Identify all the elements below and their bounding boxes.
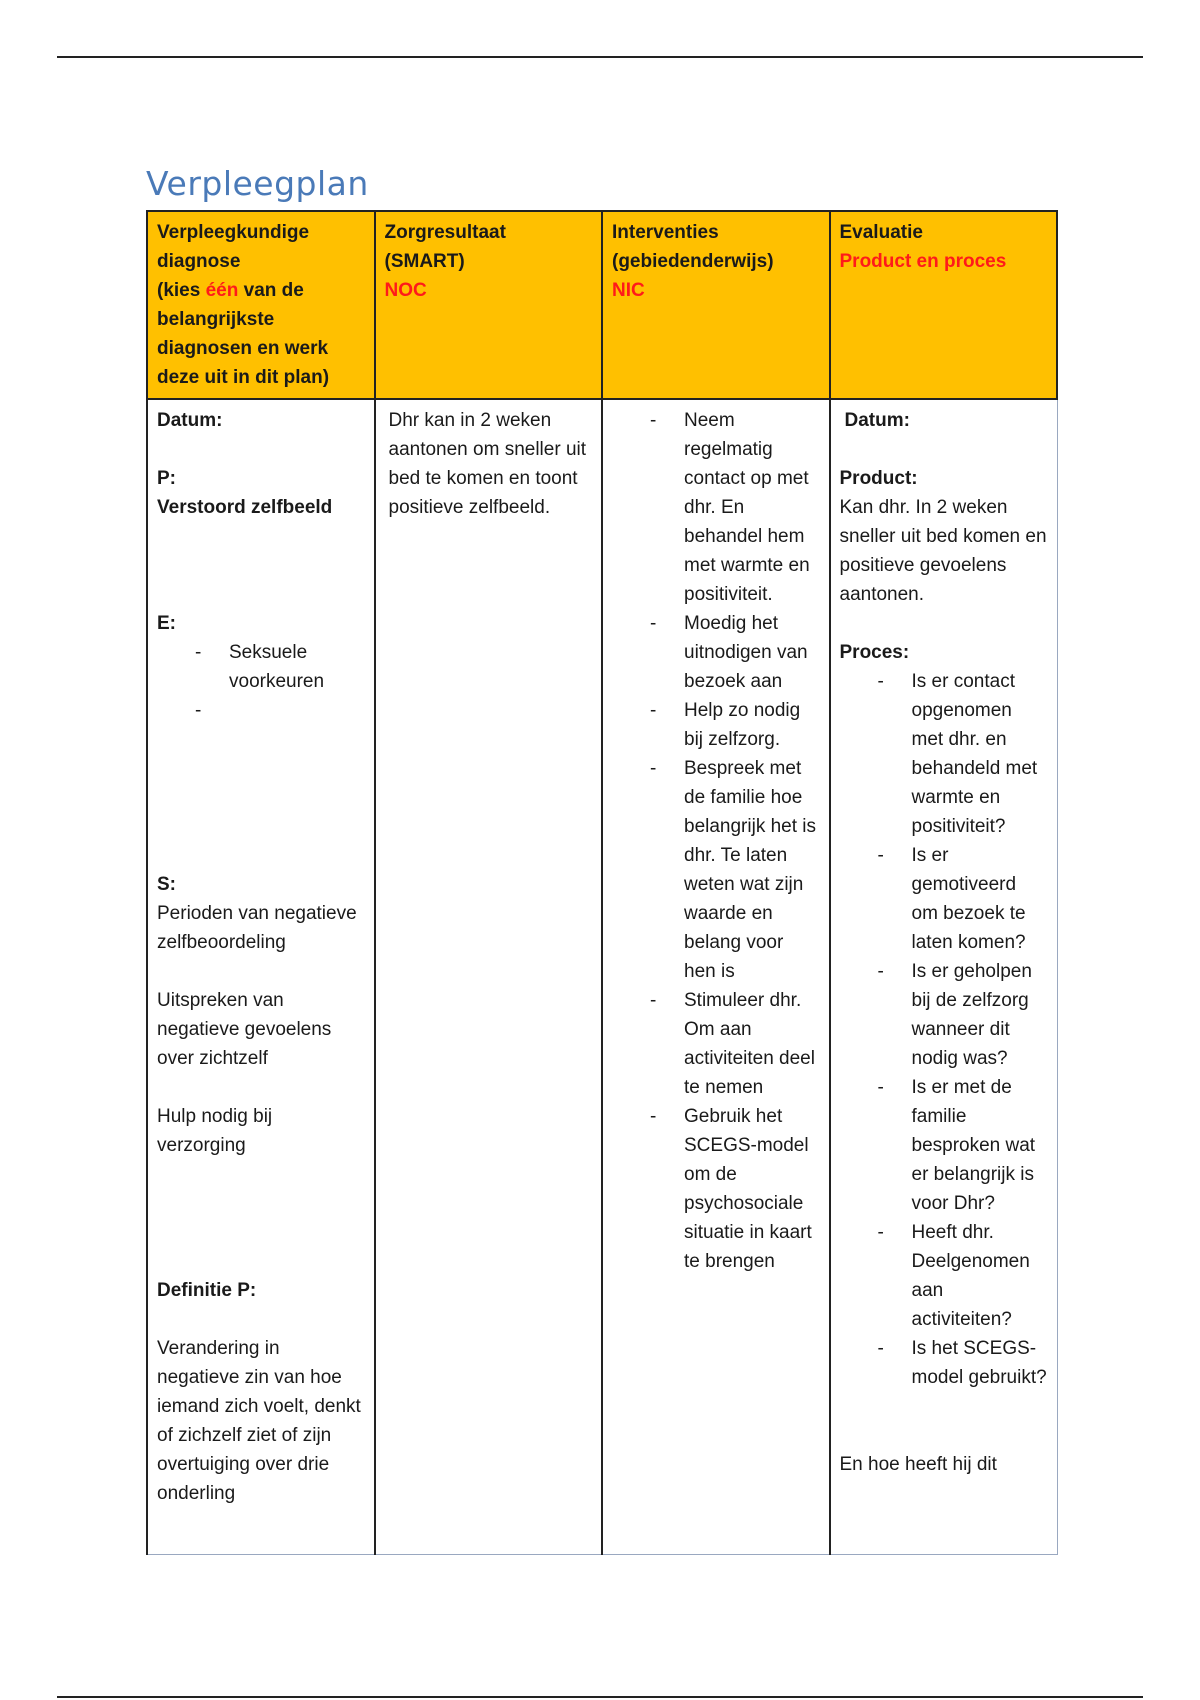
care-plan-table [146, 210, 1058, 1555]
definitie-label: Definitie P: [157, 1280, 257, 1301]
p-value: Verstoord zelfbeeld [157, 497, 333, 518]
evaluatie-datum-label: Datum: [844, 410, 910, 431]
page-footer-rule [57, 1696, 1143, 1698]
table-row [147, 399, 1057, 1555]
zorgresultaat-text: Dhr kan in 2 weken aantonen om sneller uit bed te komen en toont positieve zelfbeeld. [388, 410, 587, 518]
list-item: - Moedig het uitnodigen van bezoek aan [612, 609, 820, 696]
cell-evaluatie [830, 399, 1058, 1555]
header-zorgresultaat: Zorgresultaat (SMART) NOC [375, 211, 603, 399]
table-header-row [147, 211, 1057, 399]
list-item [157, 696, 365, 725]
evaluatie-closing-text: En hoe heeft hij dit [839, 1454, 997, 1475]
list-item: - Help zo nodig bij zelfzorg. [612, 696, 820, 754]
proces-label: Proces: [839, 642, 910, 663]
e-label: E: [157, 613, 176, 634]
list-item: - Stimuleer dhr. Om aan activiteiten deel te nemen [612, 986, 820, 1102]
s-label: S: [157, 874, 176, 895]
header-diagnose: Verpleegkundige diagnose (kies één van de belangrijkste diagnosen en werk deze uit in dit plan) [147, 211, 375, 399]
p-label: P: [157, 468, 176, 489]
definitie-text: Verandering in negatieve zin van hoe iemand zich voelt, denkt of zichzelf ziet of zijn overtuiging over drie onderling [157, 1338, 361, 1504]
list-item: - Seksuele voorkeuren [157, 638, 365, 696]
interventies-list [612, 406, 820, 1276]
list-item: - Is er contact opgenomen met dhr. en behandeld met warmte en positiviteit? [840, 667, 1048, 841]
page-header-rule [57, 56, 1143, 58]
s-symptom-1: Perioden van negatieve zelfbeoordeling [157, 903, 357, 953]
cell-zorgresultaat [375, 399, 603, 1555]
cell-interventies [602, 399, 830, 1555]
header-evaluatie: Evaluatie Product en proces [830, 211, 1058, 399]
list-item: - Neem regelmatig contact op met dhr. En behandel hem met warmte en positiviteit. [612, 406, 820, 609]
header-interventies: Interventies (gebiedenderwijs) NIC [602, 211, 830, 399]
cell-diagnose [147, 399, 375, 1555]
datum-label: Datum: [157, 410, 223, 431]
list-item: - Is er gemotiveerd om bezoek te laten komen? [840, 841, 1048, 957]
product-text: Kan dhr. In 2 weken sneller uit bed komen en positieve gevoelens aantonen. [839, 497, 1047, 605]
list-item: - Gebruik het SCEGS-model om de psychosociale situatie in kaart te brengen [612, 1102, 820, 1276]
s-symptom-2: Uitspreken van negatieve gevoelens over zichtzelf [157, 990, 332, 1069]
list-item: - Is er geholpen bij de zelfzorg wanneer dit nodig was? [840, 957, 1048, 1073]
page-title: Verpleegplan [146, 164, 369, 203]
product-label: Product: [839, 468, 918, 489]
s-symptom-3: Hulp nodig bij verzorging [157, 1106, 273, 1156]
list-item: - Is er met de familie besproken wat er belangrijk is voor Dhr? [840, 1073, 1048, 1218]
proces-list [840, 667, 1048, 1392]
list-item: - Is het SCEGS-model gebruikt? [840, 1334, 1048, 1392]
e-list [157, 638, 365, 725]
list-item: - Bespreek met de familie hoe belangrijk het is dhr. Te laten weten wat zijn waarde en belang voor hen is [612, 754, 820, 986]
list-item: - Heeft dhr. Deelgenomen aan activiteiten? [840, 1218, 1048, 1334]
